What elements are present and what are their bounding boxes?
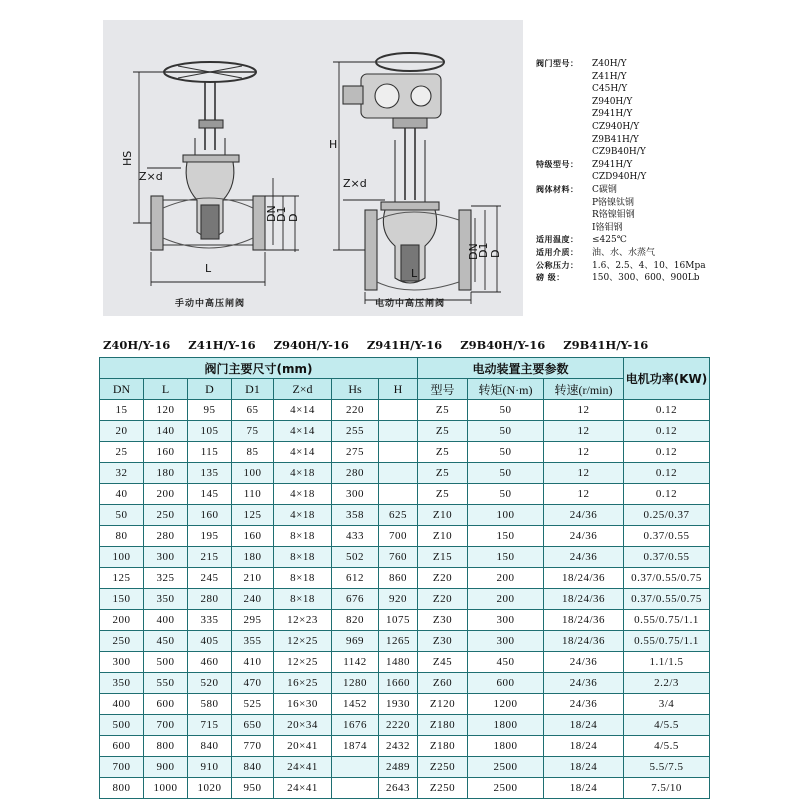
table-cell: 525 [232,694,274,715]
table-cell: 450 [144,631,188,652]
table-cell: Z5 [418,421,468,442]
spec-label-pressure: 公称压力： [536,260,579,270]
table-cell: 1930 [379,694,418,715]
table-cell: 12×25 [274,652,332,673]
table-cell: 625 [379,505,418,526]
model-title: Z9B41H/Y-16 [563,338,649,352]
table-cell: 2643 [379,778,418,799]
table-cell: 350 [100,673,144,694]
label-d1-left: D1 [275,206,288,222]
table-cell: Z5 [418,463,468,484]
table-cell: 110 [232,484,274,505]
table-cell: 1676 [332,715,379,736]
table-cell: 800 [144,736,188,757]
table-cell: 24/36 [544,526,624,547]
table-cell: 250 [100,631,144,652]
table-cell: 50 [468,442,544,463]
table-cell: 1000 [144,778,188,799]
spec-value: Z9B41H/Y [592,134,639,145]
table-cell: 245 [188,568,232,589]
col-header: 转速(r/min) [544,379,624,400]
table-cell: 1.1/1.5 [624,652,710,673]
table-cell: Z60 [418,673,468,694]
spec-value: CZD940H/Y [592,172,647,183]
table-cell: 460 [188,652,232,673]
table-cell: 450 [468,652,544,673]
label-d-left: D [287,213,300,222]
table-cell: Z5 [418,484,468,505]
table-cell: 2489 [379,757,418,778]
model-title-row [103,338,663,352]
col-header: 型号 [418,379,468,400]
table-cell: 358 [332,505,379,526]
table-cell: 500 [144,652,188,673]
table-cell: 140 [144,421,188,442]
table-cell [379,463,418,484]
table-row [100,484,710,505]
table-cell: 50 [468,400,544,421]
table-cell: 580 [188,694,232,715]
table-cell: 4×14 [274,442,332,463]
table-cell: 24/36 [544,694,624,715]
table-cell: 1452 [332,694,379,715]
spec-value: Z941H/Y [592,109,633,120]
table-cell: 24/36 [544,505,624,526]
table-cell: Z120 [418,694,468,715]
table-cell: 200 [468,568,544,589]
spec-label-temperature: 适用温度： [536,235,579,245]
col-header: D [188,379,232,400]
spec-value: Z940H/Y [592,96,633,107]
table-row [100,442,710,463]
table-cell [332,778,379,799]
table-cell: Z30 [418,631,468,652]
table-cell: 0.12 [624,400,710,421]
table-cell: 1874 [332,736,379,757]
table-cell: 18/24 [544,736,624,757]
table-cell: 18/24/36 [544,568,624,589]
table-cell: 1660 [379,673,418,694]
table-cell: 0.12 [624,484,710,505]
table-cell: 50 [468,421,544,442]
table-row [100,589,710,610]
table-cell: 24/36 [544,547,624,568]
model-title: Z9B40H/Y-16 [460,338,546,352]
table-cell: 280 [332,463,379,484]
table-cell: 350 [144,589,188,610]
label-dn-right: DN [467,243,480,260]
table-cell: 300 [468,631,544,652]
table-cell: 8×18 [274,526,332,547]
table-cell: 75 [232,421,274,442]
table-row [100,652,710,673]
spec-label-body-material: 阀体材料： [536,184,579,194]
table-cell: 410 [232,652,274,673]
table-row [100,463,710,484]
table-cell: Z20 [418,568,468,589]
table-cell: Z180 [418,715,468,736]
header-actuator: 电动装置主要参数 [418,358,624,379]
table-cell: 500 [100,715,144,736]
table-cell: 32 [100,463,144,484]
table-cell: 150 [468,547,544,568]
table-cell: 1480 [379,652,418,673]
table-cell: 950 [232,778,274,799]
table-cell: 700 [379,526,418,547]
table-cell: 0.37/0.55 [624,547,710,568]
table-cell: 1142 [332,652,379,673]
table-cell: 400 [144,610,188,631]
table-cell: 180 [232,547,274,568]
table-cell: 700 [100,757,144,778]
table-cell: 12 [544,484,624,505]
table-cell: 405 [188,631,232,652]
table-cell: 150 [100,589,144,610]
table-cell: 50 [100,505,144,526]
table-cell: Z250 [418,757,468,778]
spec-label-valve-model: 阀门型号： [536,59,579,68]
table-cell: 700 [144,715,188,736]
table-row [100,610,710,631]
table-cell: 400 [100,694,144,715]
table-row [100,673,710,694]
label-zxd-left: Z×d [139,170,163,183]
table-cell: 8×18 [274,547,332,568]
table-cell: 210 [232,568,274,589]
label-zxd-right: Z×d [343,177,367,190]
table-row [100,505,710,526]
table-cell: 2220 [379,715,418,736]
table-cell: 300 [332,484,379,505]
table-cell: 0.55/0.75/1.1 [624,631,710,652]
table-row [100,715,710,736]
spec-value-medium: 油、水、水蒸气 [592,247,656,258]
col-header: Z×d [274,379,332,400]
table-cell: 2500 [468,757,544,778]
table-cell: 15 [100,400,144,421]
table-cell: 275 [332,442,379,463]
table-cell: 300 [468,610,544,631]
table-cell: Z180 [418,736,468,757]
table-cell: 470 [232,673,274,694]
table-cell: 85 [232,442,274,463]
table-cell: 20×34 [274,715,332,736]
valve-diagrams [103,20,523,316]
table-cell: 1800 [468,715,544,736]
table-row [100,778,710,799]
table-cell: 150 [468,526,544,547]
table-cell: 100 [100,547,144,568]
table-cell: 2500 [468,778,544,799]
table-cell: 50 [468,463,544,484]
table-cell: 125 [100,568,144,589]
table-cell: 105 [188,421,232,442]
table-cell: 4/5.5 [624,715,710,736]
table-cell: 18/24 [544,778,624,799]
table-cell: 2432 [379,736,418,757]
model-title: Z41H/Y-16 [188,338,256,352]
table-cell [379,421,418,442]
table-cell: 24/36 [544,673,624,694]
table-cell: 840 [232,757,274,778]
table-cell: 160 [144,442,188,463]
table-cell: 840 [188,736,232,757]
table-cell: 95 [188,400,232,421]
table-cell: 770 [232,736,274,757]
label-hs: HS [121,150,134,166]
spec-value: Z40H/Y [592,59,627,69]
table-cell: 1200 [468,694,544,715]
table-cell: 502 [332,547,379,568]
table-row [100,568,710,589]
label-d1-right: D1 [477,242,490,258]
table-cell: Z5 [418,442,468,463]
table-cell: 325 [144,568,188,589]
label-l-left: L [205,262,212,275]
table-cell: 12 [544,442,624,463]
table-cell: Z10 [418,505,468,526]
table-cell: 0.12 [624,463,710,484]
table-cell: 0.37/0.55 [624,526,710,547]
table-cell: 80 [100,526,144,547]
table-cell: 160 [232,526,274,547]
caption-manual-valve: 手动中高压闸阀 [175,299,246,309]
table-cell: Z15 [418,547,468,568]
table-cell [332,757,379,778]
table-cell: 910 [188,757,232,778]
table-cell: Z5 [418,400,468,421]
col-header: 转矩(N·m) [468,379,544,400]
table-cell: 520 [188,673,232,694]
valve-dimension-table [99,357,710,799]
spec-label-class: 磅 级： [536,273,565,283]
table-cell: 8×18 [274,568,332,589]
table-cell: 860 [379,568,418,589]
table-cell: 920 [379,589,418,610]
table-cell: 1020 [188,778,232,799]
spec-value: CZ940H/Y [592,121,640,132]
table-cell: 800 [100,778,144,799]
table-cell: 24/36 [544,652,624,673]
table-cell: 760 [379,547,418,568]
table-cell: 20×41 [274,736,332,757]
spec-value: R铬镍钼钢 [592,210,635,221]
table-cell: 7.5/10 [624,778,710,799]
table-cell: 250 [144,505,188,526]
table-cell: 676 [332,589,379,610]
spec-list [536,58,796,285]
table-cell: 220 [332,400,379,421]
col-header: DN [100,379,144,400]
table-row [100,736,710,757]
table-cell: 100 [232,463,274,484]
table-cell: 0.12 [624,442,710,463]
header-motor: 电机功率(KW) [624,358,710,400]
table-cell: 25 [100,442,144,463]
model-title: Z40H/Y-16 [103,338,171,352]
col-header: Hs [332,379,379,400]
table-cell: 200 [468,589,544,610]
table-cell: 40 [100,484,144,505]
table-cell: 1800 [468,736,544,757]
table-cell: 900 [144,757,188,778]
table-cell: 12 [544,463,624,484]
table-cell [379,442,418,463]
table-cell: 280 [188,589,232,610]
table-row [100,694,710,715]
table-cell: 0.55/0.75/1.1 [624,610,710,631]
table-cell: 280 [144,526,188,547]
table-cell [379,484,418,505]
table-body [100,400,710,799]
table-row [100,547,710,568]
table-cell: 612 [332,568,379,589]
spec-value: C碳钢 [592,184,617,195]
table-cell: 969 [332,631,379,652]
table-cell: Z10 [418,526,468,547]
table-cell: 300 [100,652,144,673]
spec-value: CZ9B40H/Y [592,147,646,158]
spec-label-medium: 适用介质： [536,247,579,257]
table-cell: 215 [188,547,232,568]
table-cell: Z20 [418,589,468,610]
table-cell: 715 [188,715,232,736]
table-cell: 8×18 [274,589,332,610]
table-cell: 24×41 [274,778,332,799]
table-cell: 160 [188,505,232,526]
table-cell: 0.37/0.55/0.75 [624,568,710,589]
table-row [100,421,710,442]
table-cell: 16×30 [274,694,332,715]
table-cell: Z250 [418,778,468,799]
table-cell: 5.5/7.5 [624,757,710,778]
table-cell: 4×14 [274,421,332,442]
table-cell: 0.25/0.37 [624,505,710,526]
table-cell: 255 [332,421,379,442]
table-cell: 240 [232,589,274,610]
table-cell: 650 [232,715,274,736]
table-cell: 12 [544,421,624,442]
spec-value-pressure: 1.6、2.5、4、10、16Mpa [592,260,706,271]
spec-value: I铬钼钢 [592,222,623,233]
table-cell: 12 [544,400,624,421]
table-row [100,631,710,652]
table-cell: 50 [468,484,544,505]
table-cell: Z45 [418,652,468,673]
table-cell: 135 [188,463,232,484]
table-cell: 600 [468,673,544,694]
table-cell: 115 [188,442,232,463]
label-l-right: L [411,267,418,280]
table-cell: 120 [144,400,188,421]
table-cell: 180 [144,463,188,484]
spec-value: Z941H/Y [592,159,633,170]
table-cell: Z30 [418,610,468,631]
table-cell: 4/5.5 [624,736,710,757]
table-cell: 20 [100,421,144,442]
label-h: H [329,138,338,151]
col-header: D1 [232,379,274,400]
table-cell: 355 [232,631,274,652]
table-cell: 145 [188,484,232,505]
table-cell: 18/24/36 [544,589,624,610]
table-cell: 600 [144,694,188,715]
table-cell: 3/4 [624,694,710,715]
table-cell: 1265 [379,631,418,652]
label-d-right: D [489,249,502,258]
table-cell: 12×25 [274,631,332,652]
table-cell: 16×25 [274,673,332,694]
table-row [100,757,710,778]
table-cell: 4×18 [274,484,332,505]
valve-drawing-panel [103,20,523,316]
col-header: H [379,379,418,400]
table-cell: 0.37/0.55/0.75 [624,589,710,610]
table-cell: 24×41 [274,757,332,778]
table-cell: 195 [188,526,232,547]
table-cell: 18/24 [544,715,624,736]
caption-electric-valve: 电动中高压闸阀 [375,299,446,309]
table-cell: 4×18 [274,505,332,526]
table-cell: 12×23 [274,610,332,631]
table-cell: 200 [144,484,188,505]
spec-value: Z41H/Y [592,71,627,82]
label-dn-left: DN [265,205,278,222]
table-cell: 1280 [332,673,379,694]
table-cell: 1075 [379,610,418,631]
table-cell: 550 [144,673,188,694]
table-cell: 335 [188,610,232,631]
table-row [100,400,710,421]
spec-value-class: 150、300、600、900Lb [592,273,700,284]
table-cell: 0.12 [624,421,710,442]
table-cell: 18/24 [544,757,624,778]
table-cell: 18/24/36 [544,631,624,652]
spec-value: C45H/Y [592,84,628,95]
table-cell: 820 [332,610,379,631]
table-cell: 65 [232,400,274,421]
col-header: L [144,379,188,400]
table-cell: 100 [468,505,544,526]
table-cell: 200 [100,610,144,631]
table-cell: 600 [100,736,144,757]
table-cell [379,400,418,421]
table-cell: 4×18 [274,463,332,484]
table-cell: 125 [232,505,274,526]
spec-value-temperature: ≤425℃ [592,235,627,246]
table-cell: 18/24/36 [544,610,624,631]
table-cell: 4×14 [274,400,332,421]
table-cell: 295 [232,610,274,631]
table-cell: 433 [332,526,379,547]
table-cell: 2.2/3 [624,673,710,694]
model-title: Z940H/Y-16 [273,338,349,352]
spec-label-special-model: 特级型号： [536,159,579,169]
header-dims: 阀门主要尺寸(mm) [100,358,418,379]
model-title: Z941H/Y-16 [366,338,443,352]
table-cell: 300 [144,547,188,568]
table-row [100,526,710,547]
spec-value: P铬镍钛钢 [592,197,635,208]
